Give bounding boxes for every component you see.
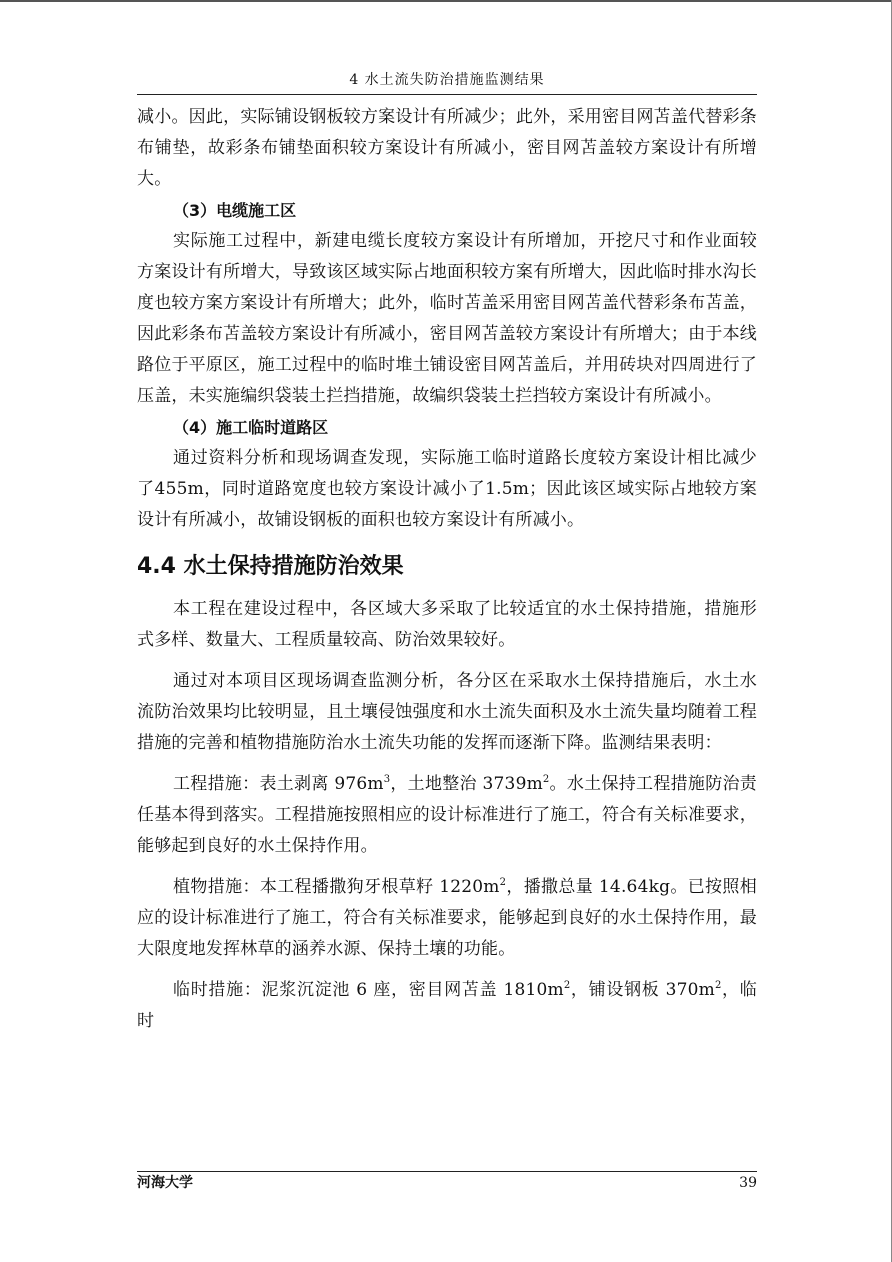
temp-text-a: 临时措施：泥浆沉淀池 6 座，密目网苫盖 1810m (173, 980, 564, 1000)
paragraph-engineering-measures (137, 769, 757, 862)
footer-school-name: 河海大学 (137, 1175, 193, 1191)
eng-text-c: 。水土保持工程措施防治责任基本得到落实。工程措施按照相应的设计标准进行了施工，符合有关标准要求，能够起到良好的水土保持作用。 (137, 774, 757, 856)
subheading-cable-area: （3）电缆施工区 (173, 201, 297, 220)
plant-sup-1: 2 (499, 877, 507, 888)
temp-sup-2: 2 (714, 980, 722, 991)
eng-text-b: ，土地整治 3739m (390, 774, 543, 794)
footer-rule (137, 1171, 757, 1172)
page-number: 39 (739, 1175, 757, 1191)
eng-sup-2: 2 (542, 774, 550, 785)
paragraph-plant-measures (137, 872, 757, 965)
temp-text-b: ，铺设钢板 370m (570, 980, 715, 1000)
page-body (137, 102, 757, 1037)
paragraph-effect-intro: 本工程在建设过程中，各区域大多采取了比较适宜的水土保持措施，措施形式多样、数量大、工程质量较高、防治效果较好。 (137, 599, 757, 650)
paragraph-cont: 减小。因此，实际铺设钢板较方案设计有所减少；此外，采用密目网苫盖代替彩条布铺垫，故彩条布铺垫面积较方案设计有所减小，密目网苫盖较方案设计有所增大。 (137, 107, 757, 189)
temp-text-c: ，临时 (137, 980, 757, 1031)
section-title: 4.4 水土保持措施防治效果 (137, 554, 404, 579)
eng-text-a: 工程措施：表土剥离 976m (173, 774, 384, 794)
paragraph-cable-area: 实际施工过程中，新建电缆长度较方案设计有所增加，开挖尺寸和作业面较方案设计有所增大，导致该区域实际占地面积较方案有所增大，因此临时排水沟长度也较方案方案设计有所增大；此外，临时苫盖采用密目网苫盖代替彩条布苫盖，因此彩条布苫盖较方案设计有所减小，密目网苫盖较方案设计有所增大；由于本线路位于平原区，施工过程中的临时堆土铺设密目网苫盖后，并用砖块对四周进行了压盖，未实施编织袋装土拦挡措施，故编织袋装土拦挡较方案设计有所减小。 (137, 231, 757, 406)
header-rule (137, 94, 757, 95)
paragraph-temporary-measures (137, 975, 757, 1037)
running-header: 4 水土流失防治措施监测结果 (349, 72, 545, 88)
plant-text-a: 植物措施：本工程播撒狗牙根草籽 1220m (173, 877, 500, 897)
paragraph-effect-analysis: 通过对本项目区现场调查监测分析，各分区在采取水土保持措施后，水土水流防治效果均比较明显，且土壤侵蚀强度和水土流失面积及水土流失量均随着工程措施的完善和植物措施防治水土流失功能的发挥而逐渐下降。监测结果表明： (137, 671, 757, 753)
temp-sup-1: 2 (563, 980, 571, 991)
plant-text-b: ，播撒总量 14.64kg。已按照相应的设计标准进行了施工，符合有关标准要求，能够起到良好的水土保持作用，最大限度地发挥林草的涵养水源、保持土壤的功能。 (137, 877, 757, 959)
eng-sup-1: 3 (383, 774, 391, 785)
subheading-temp-road-area: （4）施工临时道路区 (173, 418, 329, 437)
page-top-border (0, 0, 892, 2)
paragraph-temp-road-area: 通过资料分析和现场调查发现，实际施工临时道路长度较方案设计相比减少了455m，同时道路宽度也较方案设计减小了1.5m；因此该区域实际占地较方案设计有所减小，故铺设钢板的面积也较方案设计有所减小。 (137, 448, 757, 530)
